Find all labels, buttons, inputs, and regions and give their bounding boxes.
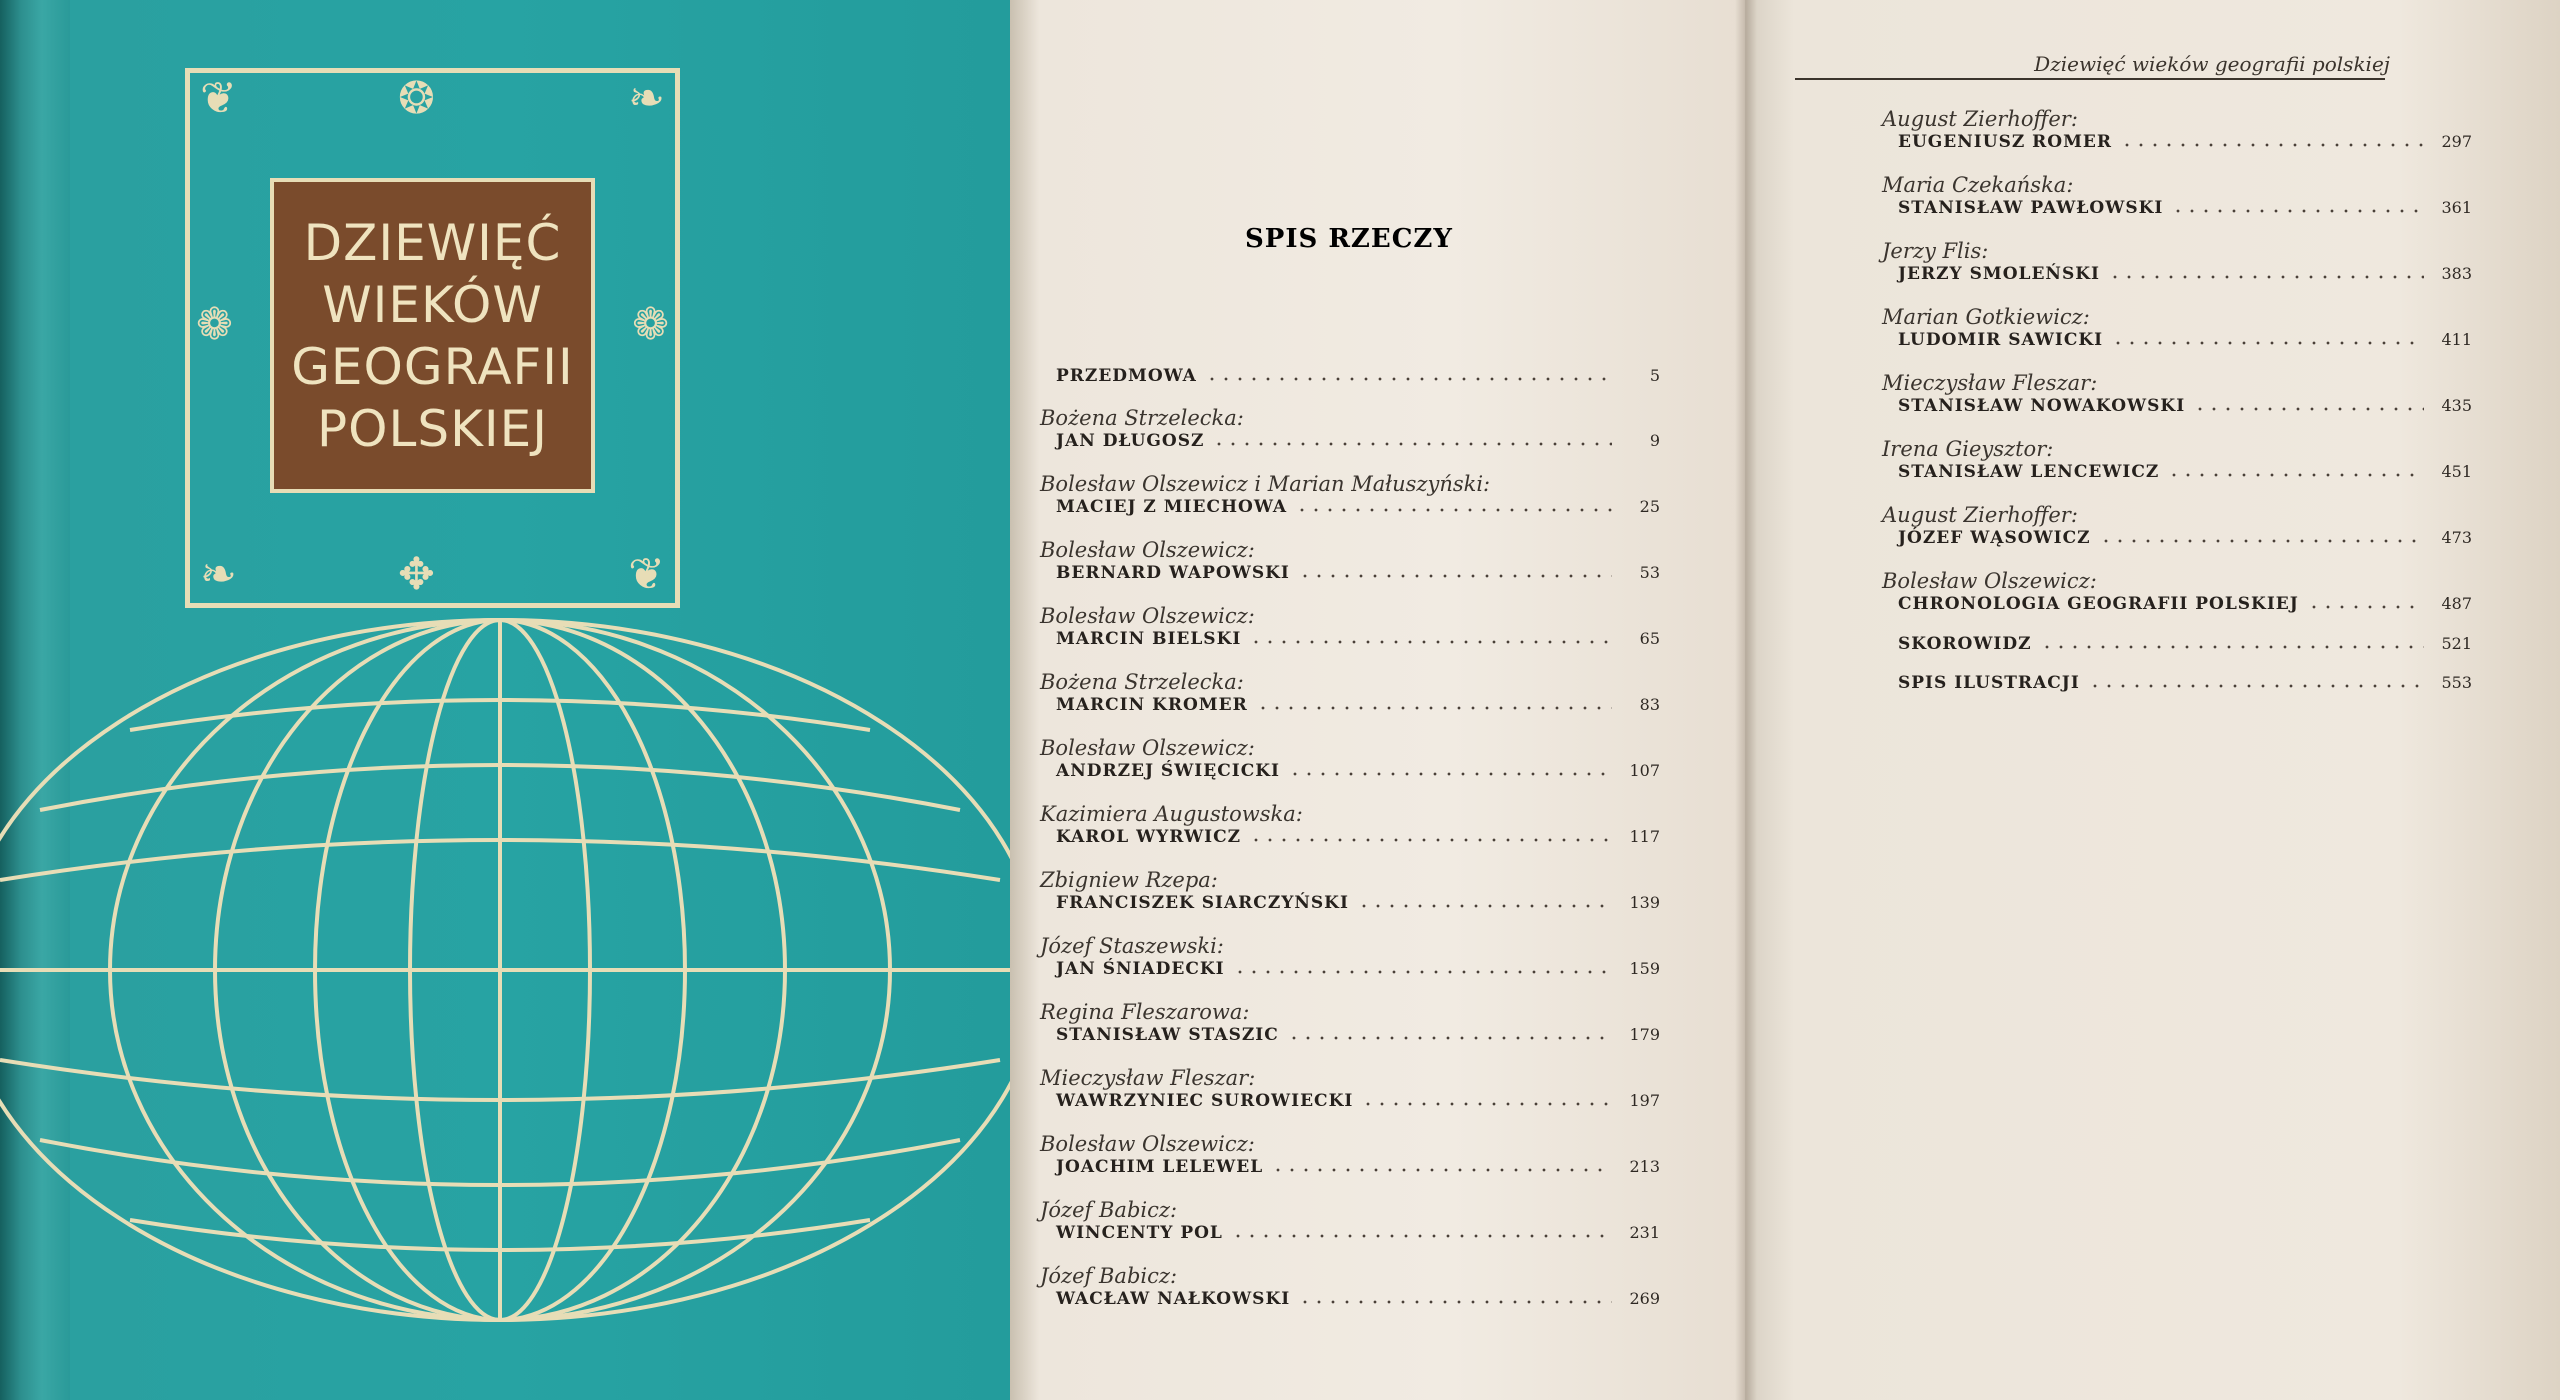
toc-list-right bbox=[1882, 106, 2472, 712]
dot-leader bbox=[2193, 407, 2424, 411]
scroll-ornament-icon: ❧ bbox=[200, 549, 237, 600]
toc-entry bbox=[1882, 634, 2472, 673]
dot-leader bbox=[2088, 684, 2424, 688]
toc-line bbox=[1898, 132, 2472, 152]
toc-title: WACŁAW NAŁKOWSKI bbox=[1056, 1289, 1291, 1309]
toc-title: FRANCISZEK SIARCZYŃSKI bbox=[1056, 893, 1349, 913]
toc-page-number: 451 bbox=[2441, 462, 2472, 481]
toc-title: BERNARD WAPOWSKI bbox=[1056, 563, 1290, 583]
toc-page-number: 53 bbox=[1639, 563, 1660, 582]
toc-author: Bolesław Olszewicz: bbox=[1040, 538, 1255, 562]
dot-leader bbox=[2167, 473, 2424, 477]
toc-title: STANISŁAW STASZIC bbox=[1056, 1025, 1279, 1045]
toc-line bbox=[1056, 761, 1660, 781]
toc-line bbox=[1056, 629, 1660, 649]
toc-title: EUGENIUSZ ROMER bbox=[1898, 132, 2113, 152]
toc-entry bbox=[1040, 669, 1660, 735]
scroll-ornament-icon: ❦ bbox=[200, 73, 237, 124]
toc-heading: SPIS RZECZY bbox=[1245, 224, 1453, 254]
dot-leader bbox=[1256, 706, 1612, 710]
dot-leader bbox=[1287, 1036, 1612, 1040]
toc-entry bbox=[1040, 366, 1660, 405]
toc-line bbox=[1898, 396, 2472, 416]
toc-entry bbox=[1040, 867, 1660, 933]
toc-line bbox=[1056, 827, 1660, 847]
toc-title: CHRONOLOGIA GEOGRAFII POLSKIEJ bbox=[1898, 594, 2299, 614]
cover-title-line: POLSKIEJ bbox=[317, 399, 548, 458]
toc-title: JERZY SMOLEŃSKI bbox=[1898, 264, 2100, 284]
toc-page-number: 179 bbox=[1629, 1025, 1660, 1044]
toc-page-number: 435 bbox=[2441, 396, 2472, 415]
toc-list-left bbox=[1040, 366, 1660, 1329]
globe-grid-icon bbox=[0, 610, 1010, 1400]
toc-page-number: 107 bbox=[1629, 761, 1660, 780]
dot-leader bbox=[1298, 1300, 1612, 1304]
cover-title-line: DZIEWIĘĆ bbox=[303, 213, 562, 272]
toc-entry bbox=[1040, 1131, 1660, 1197]
toc-author: Józef Babicz: bbox=[1040, 1198, 1178, 1222]
book-cover bbox=[0, 0, 1010, 1400]
toc-author: Irena Gieysztor: bbox=[1882, 437, 2054, 461]
toc-line bbox=[1056, 1157, 1660, 1177]
dot-leader bbox=[1212, 442, 1612, 446]
toc-entry bbox=[1882, 304, 2472, 370]
dot-leader bbox=[2111, 341, 2424, 345]
toc-author: Maria Czekańska: bbox=[1882, 173, 2074, 197]
cover-title bbox=[270, 178, 595, 493]
toc-line bbox=[1898, 673, 2472, 693]
cover-title-line: WIEKÓW bbox=[322, 275, 543, 334]
toc-page-number: 521 bbox=[2441, 634, 2472, 653]
toc-entry bbox=[1882, 502, 2472, 568]
toc-author: Bolesław Olszewicz: bbox=[1040, 736, 1255, 760]
scroll-ornament-icon: ❧ bbox=[628, 73, 665, 124]
toc-author: Mieczysław Fleszar: bbox=[1882, 371, 2098, 395]
toc-page-number: 83 bbox=[1639, 695, 1660, 714]
dot-leader bbox=[2040, 645, 2424, 649]
toc-title: SKOROWIDZ bbox=[1898, 634, 2032, 654]
toc-page-number: 473 bbox=[2441, 528, 2472, 547]
book-gutter bbox=[1735, 0, 1757, 1400]
toc-author: Jerzy Flis: bbox=[1882, 239, 1989, 263]
toc-entry bbox=[1882, 106, 2472, 172]
toc-title: WAWRZYNIEC SUROWIECKI bbox=[1056, 1091, 1354, 1111]
running-head: Dziewięć wieków geografii polskiej bbox=[2034, 52, 2390, 76]
toc-entry bbox=[1040, 405, 1660, 471]
toc-line bbox=[1898, 528, 2472, 548]
toc-title: KAROL WYRWICZ bbox=[1056, 827, 1242, 847]
toc-author: Mieczysław Fleszar: bbox=[1040, 1066, 1256, 1090]
toc-title: SPIS ILUSTRACJI bbox=[1898, 673, 2080, 693]
toc-page-number: 297 bbox=[2441, 132, 2472, 151]
dot-leader bbox=[2108, 275, 2424, 279]
toc-title: STANISŁAW LENCEWICZ bbox=[1898, 462, 2160, 482]
toc-page-number: 9 bbox=[1649, 431, 1660, 450]
dot-leader bbox=[2120, 143, 2424, 147]
toc-entry bbox=[1040, 735, 1660, 801]
crest-ornament-icon: ✥ bbox=[398, 549, 435, 600]
toc-line bbox=[1056, 1289, 1660, 1309]
toc-title: ANDRZEJ ŚWIĘCICKI bbox=[1056, 761, 1280, 781]
toc-entry bbox=[1040, 1263, 1660, 1329]
toc-page-number: 25 bbox=[1639, 497, 1660, 516]
toc-line bbox=[1898, 594, 2472, 614]
toc-title: JAN ŚNIADECKI bbox=[1056, 959, 1225, 979]
toc-entry bbox=[1882, 568, 2472, 634]
toc-page-number: 65 bbox=[1639, 629, 1660, 648]
toc-author: Józef Babicz: bbox=[1040, 1264, 1178, 1288]
toc-author: August Zierhoffer: bbox=[1882, 107, 2078, 131]
dot-leader bbox=[1361, 1102, 1612, 1106]
toc-title: STANISŁAW PAWŁOWSKI bbox=[1898, 198, 2164, 218]
toc-line bbox=[1898, 330, 2472, 350]
crest-ornament-icon: ❂ bbox=[398, 73, 435, 124]
toc-author: Bolesław Olszewicz i Marian Małuszyński: bbox=[1040, 472, 1491, 496]
dot-leader bbox=[1205, 377, 1612, 381]
toc-entry bbox=[1882, 673, 2472, 712]
toc-line bbox=[1898, 634, 2472, 654]
toc-title: JÓZEF WĄSOWICZ bbox=[1898, 528, 2091, 548]
scroll-ornament-icon: ❦ bbox=[628, 549, 665, 600]
toc-page-number: 269 bbox=[1629, 1289, 1660, 1308]
toc-title: JAN DŁUGOSZ bbox=[1056, 431, 1205, 451]
header-rule bbox=[1795, 78, 2385, 80]
toc-line bbox=[1056, 1091, 1660, 1111]
toc-page-number: 139 bbox=[1629, 893, 1660, 912]
toc-author: Marian Gotkiewicz: bbox=[1882, 305, 2090, 329]
toc-page-number: 383 bbox=[2441, 264, 2472, 283]
toc-page-number: 361 bbox=[2441, 198, 2472, 217]
dot-leader bbox=[1249, 640, 1612, 644]
toc-entry bbox=[1882, 436, 2472, 502]
scroll-ornament-icon: ❁ bbox=[632, 299, 669, 350]
toc-page-number: 553 bbox=[2441, 673, 2472, 692]
toc-line bbox=[1056, 563, 1660, 583]
toc-entry bbox=[1040, 603, 1660, 669]
toc-entry bbox=[1882, 370, 2472, 436]
dot-leader bbox=[1298, 574, 1612, 578]
toc-title: PRZEDMOWA bbox=[1056, 366, 1197, 386]
toc-title: JOACHIM LELEWEL bbox=[1056, 1157, 1264, 1177]
toc-entry bbox=[1040, 999, 1660, 1065]
toc-author: Bożena Strzelecka: bbox=[1040, 406, 1244, 430]
toc-page-number: 487 bbox=[2441, 594, 2472, 613]
toc-page-number: 197 bbox=[1629, 1091, 1660, 1110]
toc-entry bbox=[1882, 238, 2472, 304]
toc-line bbox=[1056, 431, 1660, 451]
toc-entry bbox=[1040, 1197, 1660, 1263]
dot-leader bbox=[2099, 539, 2424, 543]
toc-author: Regina Fleszarowa: bbox=[1040, 1000, 1250, 1024]
toc-line bbox=[1056, 497, 1660, 517]
toc-line bbox=[1056, 1223, 1660, 1243]
toc-line bbox=[1056, 959, 1660, 979]
toc-title: MARCIN KROMER bbox=[1056, 695, 1248, 715]
toc-line bbox=[1056, 366, 1660, 386]
toc-line bbox=[1056, 695, 1660, 715]
dot-leader bbox=[1295, 508, 1612, 512]
toc-page-number: 231 bbox=[1629, 1223, 1660, 1242]
toc-page-number: 411 bbox=[2441, 330, 2472, 349]
toc-title: STANISŁAW NOWAKOWSKI bbox=[1898, 396, 2186, 416]
dot-leader bbox=[1231, 1234, 1612, 1238]
toc-entry bbox=[1882, 172, 2472, 238]
toc-title: LUDOMIR SAWICKI bbox=[1898, 330, 2104, 350]
toc-author: August Zierhoffer: bbox=[1882, 503, 2078, 527]
dot-leader bbox=[1288, 772, 1612, 776]
toc-page-number: 5 bbox=[1649, 366, 1660, 385]
toc-author: Zbigniew Rzepa: bbox=[1040, 868, 1218, 892]
toc-line bbox=[1056, 1025, 1660, 1045]
toc-entry bbox=[1040, 933, 1660, 999]
toc-line bbox=[1056, 893, 1660, 913]
toc-title: WINCENTY POL bbox=[1056, 1223, 1223, 1243]
dot-leader bbox=[1249, 838, 1612, 842]
dot-leader bbox=[1357, 904, 1612, 908]
dot-leader bbox=[1233, 970, 1612, 974]
dot-leader bbox=[1271, 1168, 1612, 1172]
toc-line bbox=[1898, 198, 2472, 218]
toc-author: Józef Staszewski: bbox=[1040, 934, 1224, 958]
toc-entry bbox=[1040, 1065, 1660, 1131]
toc-page-number: 213 bbox=[1629, 1157, 1660, 1176]
toc-author: Bolesław Olszewicz: bbox=[1040, 604, 1255, 628]
toc-entry bbox=[1040, 471, 1660, 537]
cover-title-line: GEOGRAFII bbox=[291, 337, 574, 396]
dot-leader bbox=[2171, 209, 2424, 213]
scroll-ornament-icon: ❁ bbox=[196, 299, 233, 350]
toc-title: MARCIN BIELSKI bbox=[1056, 629, 1242, 649]
toc-entry bbox=[1040, 801, 1660, 867]
toc-author: Bolesław Olszewicz: bbox=[1882, 569, 2097, 593]
toc-page-number: 159 bbox=[1629, 959, 1660, 978]
toc-author: Bożena Strzelecka: bbox=[1040, 670, 1244, 694]
toc-page-number: 117 bbox=[1629, 827, 1660, 846]
toc-author: Bolesław Olszewicz: bbox=[1040, 1132, 1255, 1156]
dot-leader bbox=[2307, 605, 2424, 609]
toc-author: Kazimiera Augustowska: bbox=[1040, 802, 1303, 826]
toc-title: MACIEJ Z MIECHOWA bbox=[1056, 497, 1288, 517]
toc-line bbox=[1898, 264, 2472, 284]
toc-entry bbox=[1040, 537, 1660, 603]
toc-line bbox=[1898, 462, 2472, 482]
